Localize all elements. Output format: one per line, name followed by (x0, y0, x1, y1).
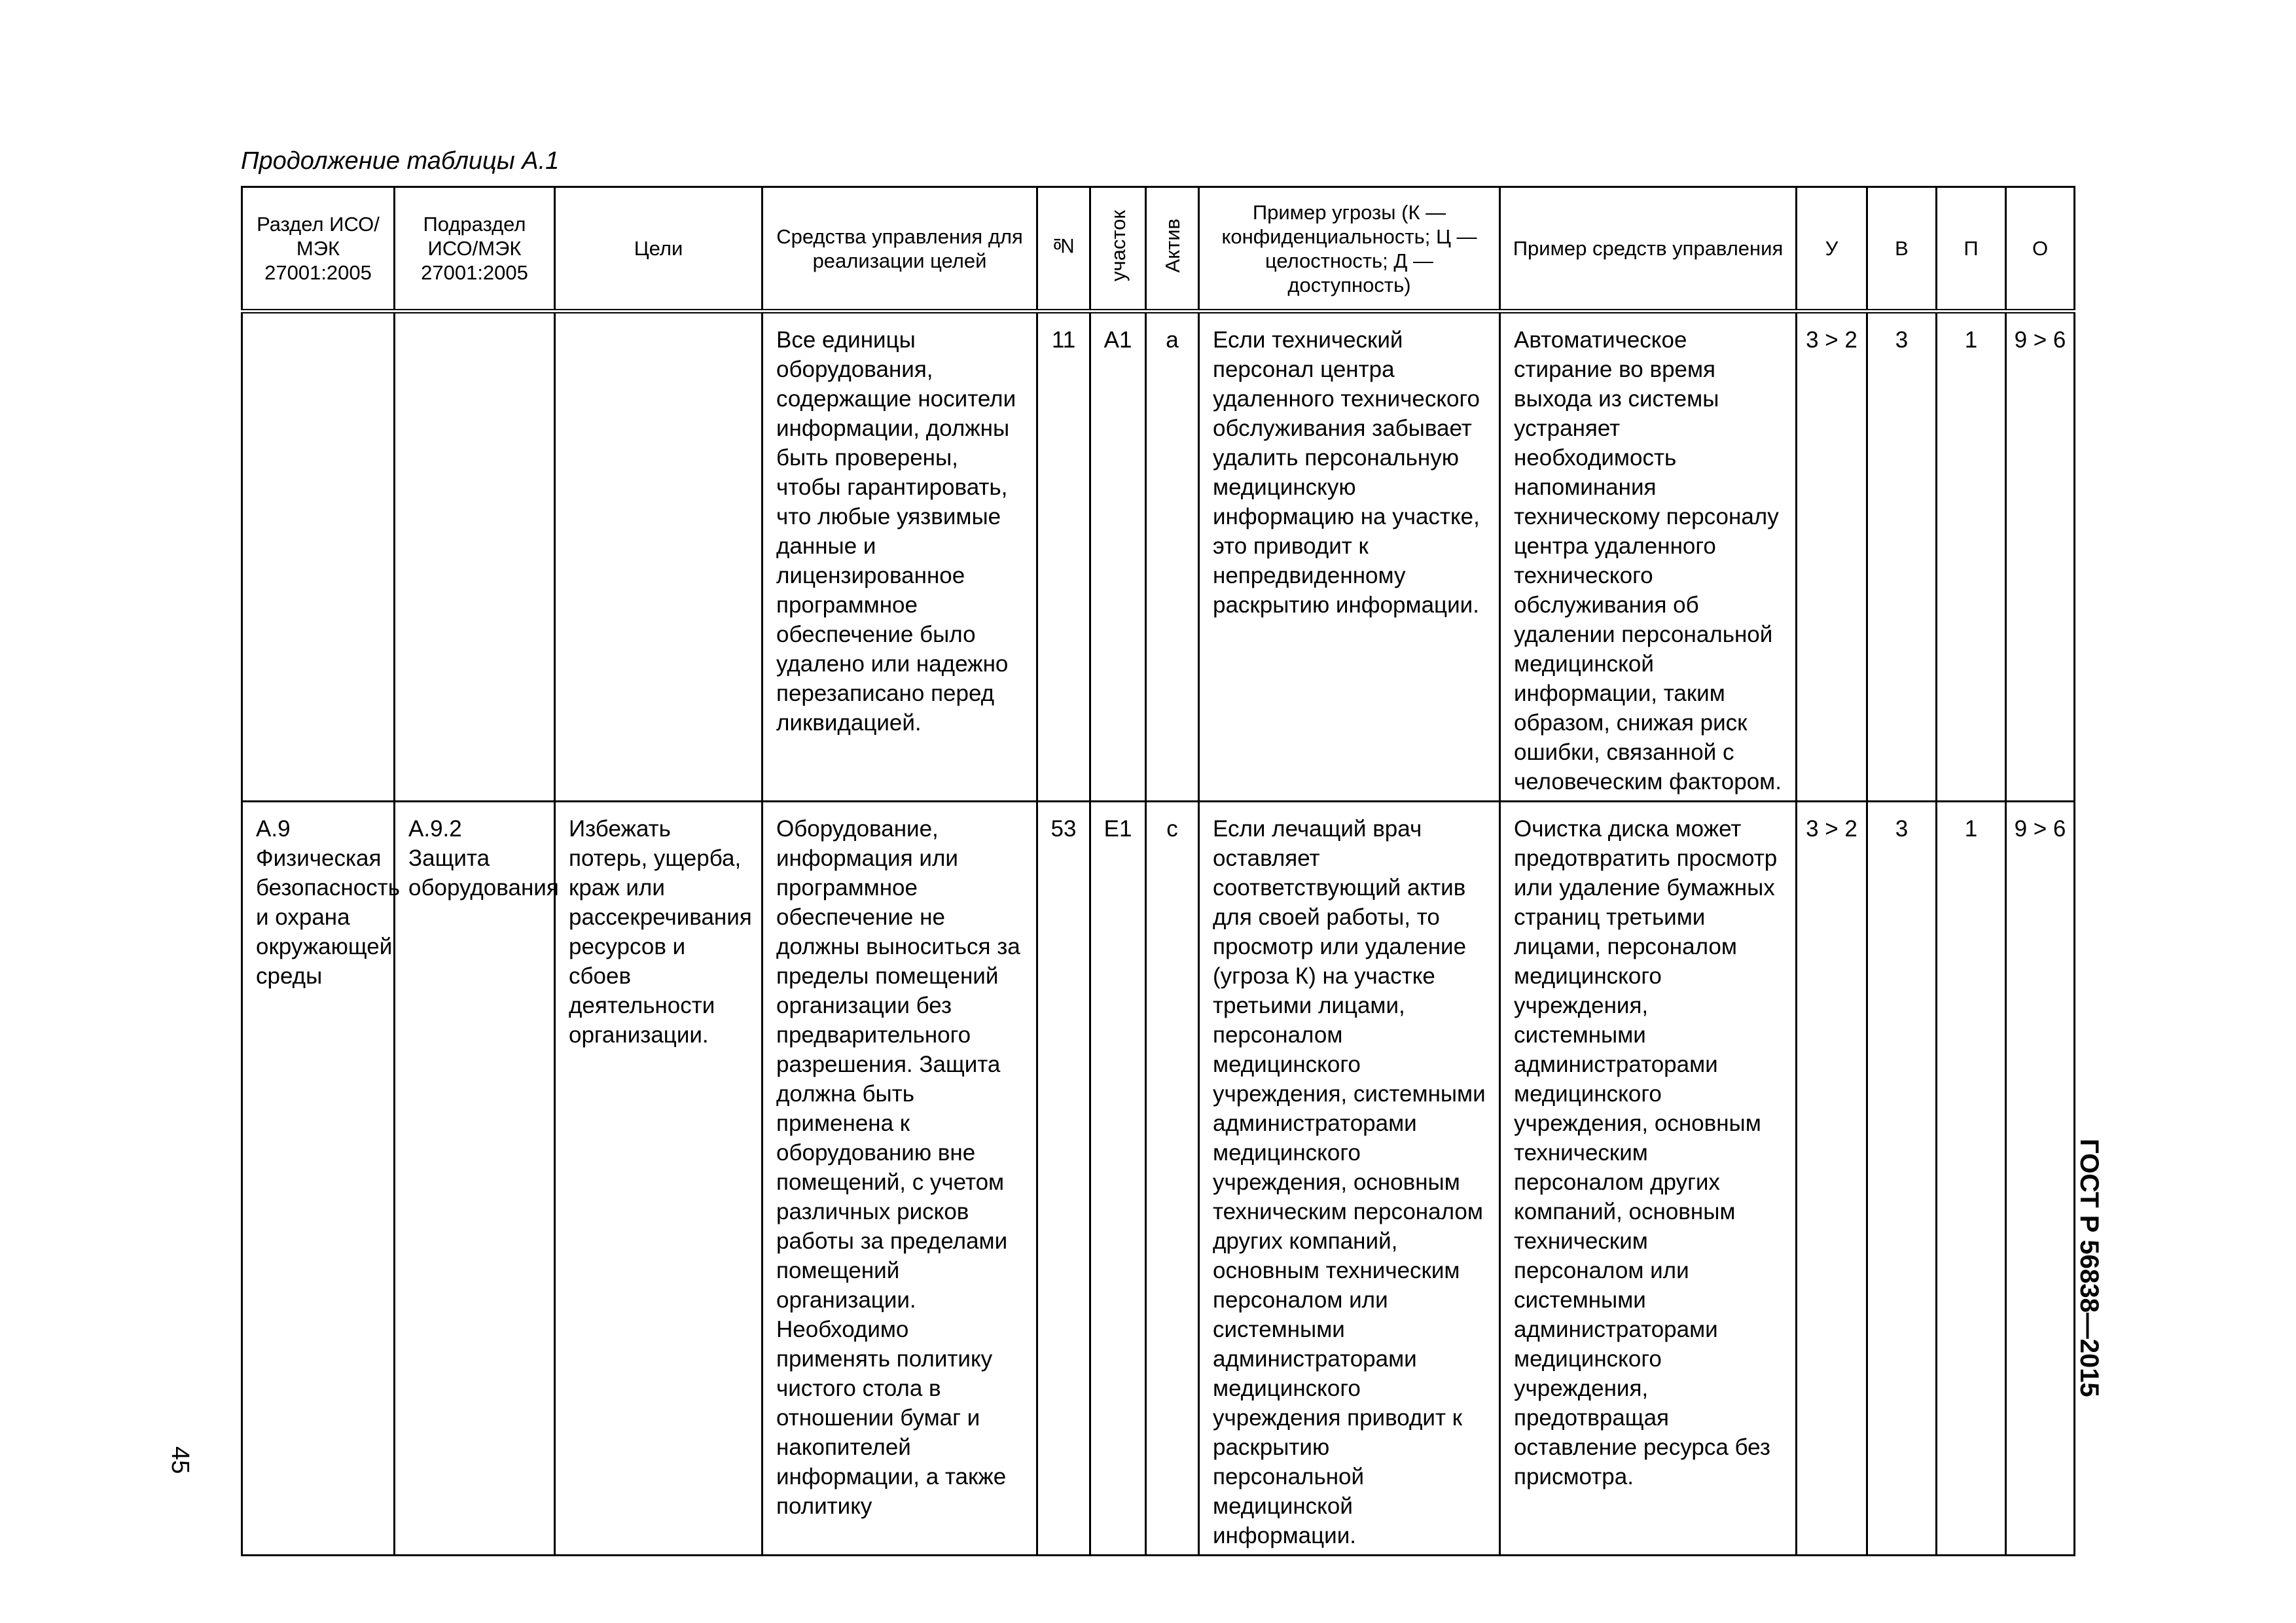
cell-threat-example: Если лечащий врач оставляет соответствующий актив для своей работы, то просмотр или удаление (угроза К) на участке третьими лицами, персоналом медицинского учреждения, системными администраторами медицинского учреждения, основным техническим персоналом других компаний, основным техническим персоналом или системными администраторами медицинского учреждения приводит к раскрытию персональной медицинской информации. (1199, 802, 1500, 1556)
cell-o: 9 > 6 (2006, 802, 2075, 1556)
cell-p: 1 (1937, 802, 2006, 1556)
header-p: П (1937, 187, 2006, 312)
header-control-example: Пример средств управления (1500, 187, 1797, 312)
page-number: 45 (166, 1446, 194, 1474)
cell-p: 1 (1937, 312, 2006, 802)
header-u: У (1797, 187, 1867, 312)
cell-control-example: Очистка диска может предотвратить просмотр или удаление бумажных страниц третьими лицами, персоналом медицинского учреждения, системными администраторами медицинского учреждения, основным техническим персоналом других компаний, основным техническим персоналом или системными администраторами медицинского учреждения, предотвращая оставление ресурса без присмотра. (1500, 802, 1797, 1556)
cell-u: 3 > 2 (1797, 802, 1867, 1556)
cell-subsection (395, 312, 555, 802)
header-threat-example: Пример угрозы (К — конфиденциальность; Ц — целостность; Д — доступность) (1199, 187, 1500, 312)
cell-u: 3 > 2 (1797, 312, 1867, 802)
cell-site: Е1 (1090, 802, 1146, 1556)
header-controls: Средства управления для реализации целей (762, 187, 1037, 312)
header-o: О (2006, 187, 2075, 312)
cell-subsection: А.9.2 Защита оборудования (395, 802, 555, 1556)
header-number-text: № (1052, 234, 1075, 257)
header-v: В (1867, 187, 1937, 312)
document-code: ГОСТ Р 56838—2015 (2075, 1139, 2104, 1397)
table-row (242, 312, 2075, 802)
header-site (1090, 187, 1146, 312)
header-subsection: Подраздел ИСО/МЭК 27001:2005 (395, 187, 555, 312)
header-asset-text: Актив (1160, 219, 1184, 273)
header-section: Раздел ИСО/МЭК 27001:2005 (242, 187, 395, 312)
cell-site: А1 (1090, 312, 1146, 802)
cell-asset: c (1146, 802, 1199, 1556)
cell-controls: Оборудование, информация или программное обеспечение не должны выноситься за пределы помещений организации без предварительного разрешения. Защита должна быть применена к оборудованию вне помещений, с учетом различных рисков работы за пределами помещений организации. Необходимо применять политику чистого стола в отношении бумаг и накопителей информации, а также политику (762, 802, 1037, 1556)
cell-section (242, 312, 395, 802)
cell-section: А.9 Физическая безопасность и охрана окружающей среды (242, 802, 395, 1556)
cell-goals (555, 312, 762, 802)
table-caption: Продолжение таблицы А.1 (241, 147, 560, 175)
cell-asset: a (1146, 312, 1199, 802)
header-number (1037, 187, 1090, 312)
cell-control-example: Автоматическое стирание во время выхода из системы устраняет необходимость напоминания техническому персоналу центра удаленного технического обслуживания об удалении персональной медицинской информации, таким образом, снижая риск ошибки, связанной с человеческим фактором. (1500, 312, 1797, 802)
cell-v: 3 (1867, 312, 1937, 802)
cell-goals: Избежать потерь, ущерба, краж или рассекречивания ресурсов и сбоев деятельности организации. (555, 802, 762, 1556)
cell-number: 53 (1037, 802, 1090, 1556)
header-row (242, 187, 2075, 312)
cell-number: 11 (1037, 312, 1090, 802)
risk-table (241, 186, 2075, 1556)
header-goals: Цели (555, 187, 762, 312)
cell-threat-example: Если технический персонал центра удаленного технического обслуживания забывает удалить персональную медицинскую информацию на участке, это приводит к непредвиденному раскрытию информации. (1199, 312, 1500, 802)
cell-v: 3 (1867, 802, 1937, 1556)
header-asset (1146, 187, 1199, 312)
cell-controls: Все единицы оборудования, содержащие носители информации, должны быть проверены, чтобы гарантировать, что любые уязвимые данные и лицензированное программное обеспечение было удалено или надежно перезаписано перед ликвидацией. (762, 312, 1037, 802)
cell-o: 9 > 6 (2006, 312, 2075, 802)
table-row (242, 802, 2075, 1556)
header-site-text: участок (1106, 209, 1130, 282)
